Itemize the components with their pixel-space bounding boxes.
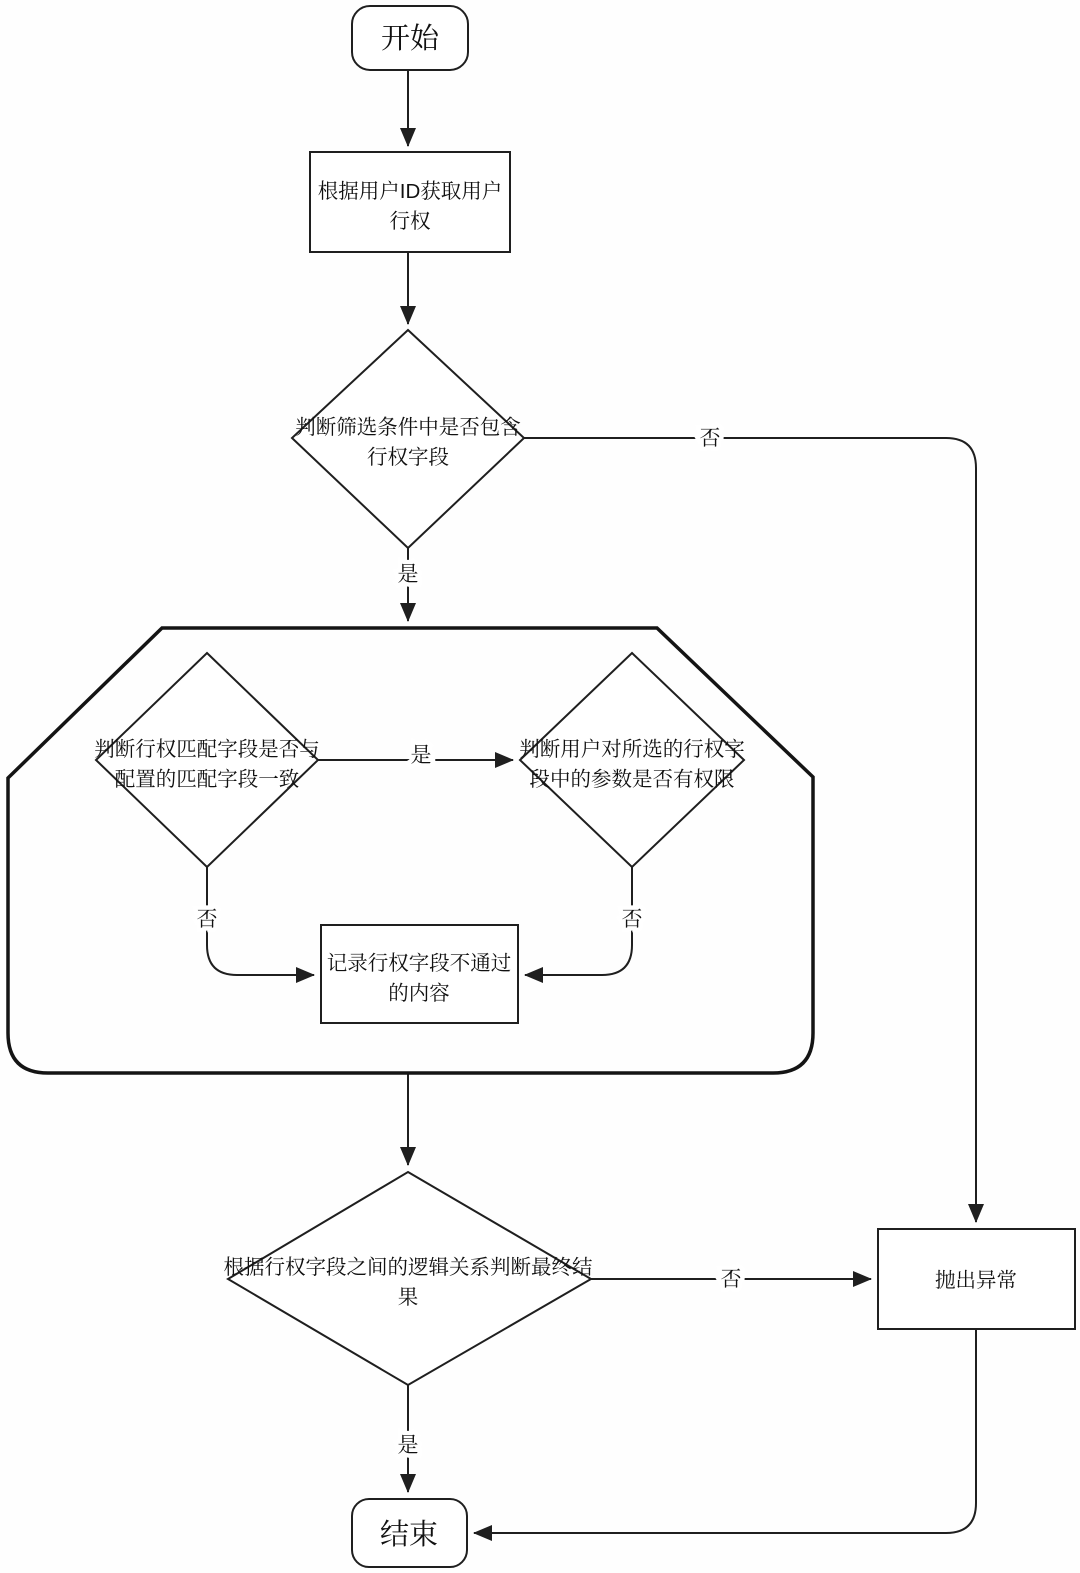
filter-contains-decision — [292, 330, 524, 548]
edge-throw-to-end — [474, 1329, 976, 1533]
end-node-label: 结束 — [379, 1519, 439, 1551]
edge-label-logic-no: 否 — [720, 1268, 742, 1291]
edge-label-logic-yes: 是 — [397, 1434, 419, 1457]
edge-label-match-no: 否 — [196, 908, 218, 931]
record-fail-line1: 记录行权字段不通过 — [326, 952, 512, 975]
filter-contains-line2: 行权字段 — [367, 446, 449, 469]
logic-result-line2: 果 — [397, 1286, 419, 1309]
edge-match-no-to-record — [207, 867, 314, 975]
edge-label-match-yes: 是 — [410, 744, 432, 767]
edge-label-filter-yes: 是 — [397, 563, 419, 586]
param-permission-line1: 判断用户对所选的行权字 — [519, 738, 745, 761]
match-field-line1: 判断行权匹配字段是否与 — [94, 738, 320, 761]
edge-param-no-to-record — [525, 867, 632, 975]
throw-exception-label: 抛出异常 — [935, 1269, 1017, 1292]
edge-filter-no-to-throw — [524, 438, 976, 1222]
logic-result-line1: 根据行权字段之间的逻辑关系判断最终结 — [223, 1256, 593, 1279]
edge-label-filter-no: 否 — [699, 427, 721, 450]
match-field-line2: 配置的匹配字段一致 — [114, 768, 300, 791]
edge-label-param-no: 否 — [621, 908, 643, 931]
record-fail-line2: 的内容 — [388, 982, 450, 1005]
fetch-user-rights-line1: 根据用户ID获取用户 — [317, 180, 503, 203]
filter-contains-line1: 判断筛选条件中是否包含 — [295, 416, 521, 439]
param-permission-line2: 段中的参数是否有权限 — [529, 768, 735, 791]
fetch-user-rights-line2: 行权 — [389, 210, 431, 233]
start-node-label: 开始 — [380, 23, 440, 55]
